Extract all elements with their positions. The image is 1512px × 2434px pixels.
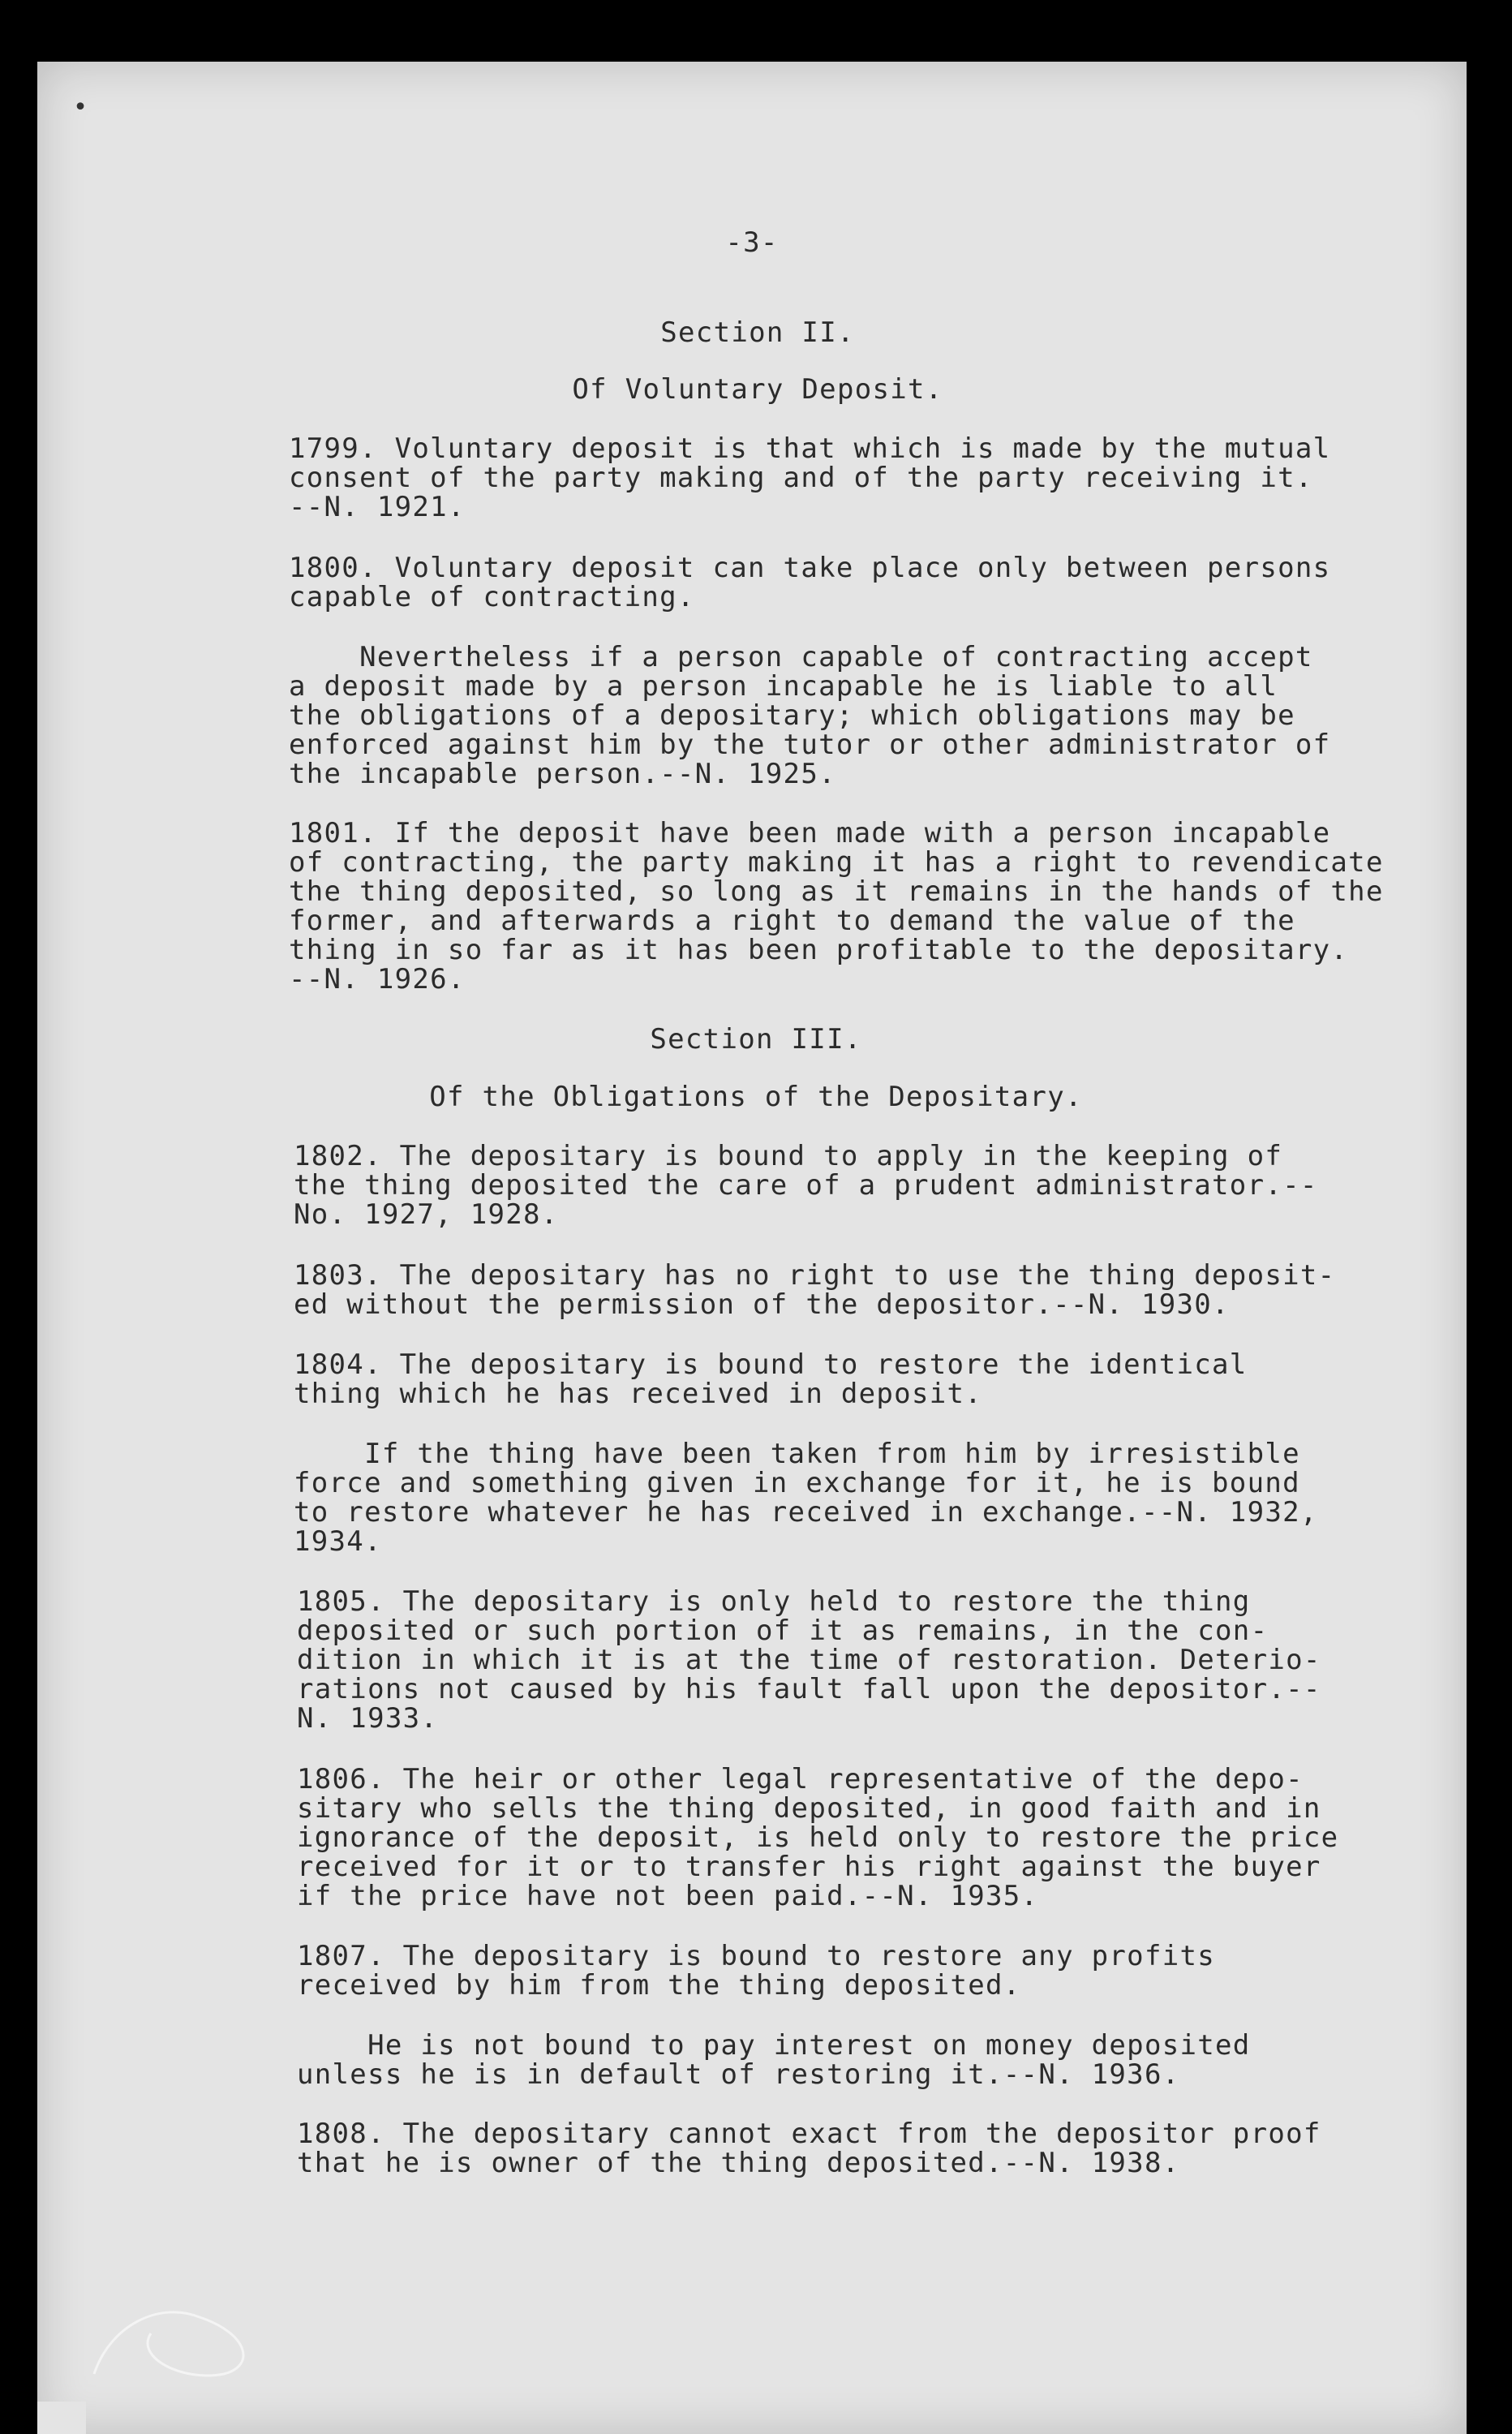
text-line: sitary who sells the thing deposited, in good faith and in (297, 1792, 1321, 1825)
text-line: capable of contracting. (289, 581, 695, 613)
text-line: to restore whatever he has received in exchange.--N. 1932, (294, 1496, 1318, 1529)
text-line: received for it or to transfer his right against the buyer (297, 1851, 1321, 1883)
text-line: No. 1927, 1928. (294, 1198, 559, 1231)
text-line: 1807. The depositary is bound to restore any profits (297, 1940, 1216, 1972)
text-line: the obligations of a depositary; which obligations may be (289, 699, 1295, 732)
text-line: that he is owner of the thing deposited.--N. 1938. (297, 2147, 1180, 2179)
text-line: 1805. The depositary is only held to restore the thing (297, 1585, 1251, 1618)
text-line: unless he is in default of restoring it.--N. 1936. (297, 2058, 1180, 2091)
text-line: 1800. Voluntary deposit can take place only between persons (289, 552, 1331, 584)
text-line: the thing deposited the care of a prudent administrator.-- (294, 1169, 1318, 1202)
text-line: the incapable person.--N. 1925. (289, 758, 836, 790)
page-number: -3- (725, 226, 779, 259)
text-line: thing which he has received in deposit. (294, 1378, 983, 1410)
text-line: 1934. (294, 1525, 382, 1558)
text-line: 1801. If the deposit have been made with a person incapable (289, 817, 1331, 849)
text-line: 1802. The depositary is bound to apply in the keeping of (294, 1140, 1283, 1172)
text-line: deposited or such portion of it as remains, in the con- (297, 1615, 1269, 1647)
text-line: received by him from the thing deposited. (297, 1969, 1021, 2002)
text-line: N. 1933. (297, 1702, 439, 1735)
text-line: dition in which it is at the time of restoration. Deterio- (297, 1644, 1321, 1676)
text-line: 1806. The heir or other legal representative of the depo- (297, 1763, 1304, 1795)
text-line: the thing deposited, so long as it remains in the hands of the (289, 875, 1384, 908)
section-ii-heading: Section II. (660, 316, 855, 349)
text-line: If the thing have been taken from him by irresistible (294, 1438, 1300, 1470)
handwritten-scrawl (62, 2252, 305, 2382)
text-line: 1808. The depositary cannot exact from the depositor proof (297, 2118, 1321, 2150)
typewritten-page (37, 62, 1467, 2434)
section-ii-subheading: Of Voluntary Deposit. (572, 373, 943, 406)
text-line: consent of the party making and of the party receiving it. (289, 462, 1313, 494)
text-line: a deposit made by a person incapable he is liable to all (289, 670, 1278, 703)
text-line: former, and afterwards a right to demand the value of the (289, 905, 1295, 937)
text-line: if the price have not been paid.--N. 1935. (297, 1880, 1039, 1912)
text-line: 1799. Voluntary deposit is that which is made by the mutual (289, 432, 1331, 465)
text-line: 1803. The depositary has no right to use the thing deposit- (294, 1259, 1336, 1292)
text-line: Nevertheless if a person capable of contracting accept (289, 641, 1313, 673)
text-line: ignorance of the deposit, is held only to restore the price (297, 1821, 1339, 1854)
scan-mark: • (73, 93, 88, 122)
text-line: He is not bound to pay interest on money deposited (297, 2029, 1251, 2062)
text-line: --N. 1926. (289, 963, 466, 996)
text-line: ed without the permission of the depositor.--N. 1930. (294, 1288, 1230, 1321)
text-line: enforced against him by the tutor or other administrator of (289, 729, 1331, 761)
section-iii-subheading: Of the Obligations of the Depositary. (429, 1081, 1083, 1113)
section-iii-heading: Section III. (650, 1023, 862, 1056)
text-line: --N. 1921. (289, 491, 466, 523)
text-line: 1804. The depositary is bound to restore the identical (294, 1348, 1248, 1381)
text-line: of contracting, the party making it has a right to revendicate (289, 846, 1384, 879)
text-line: rations not caused by his fault fall upon the depositor.-- (297, 1673, 1321, 1705)
text-line: thing in so far as it has been profitable to the depositary. (289, 934, 1349, 966)
page-edge (37, 2402, 86, 2434)
text-line: force and something given in exchange for it, he is bound (294, 1467, 1300, 1499)
